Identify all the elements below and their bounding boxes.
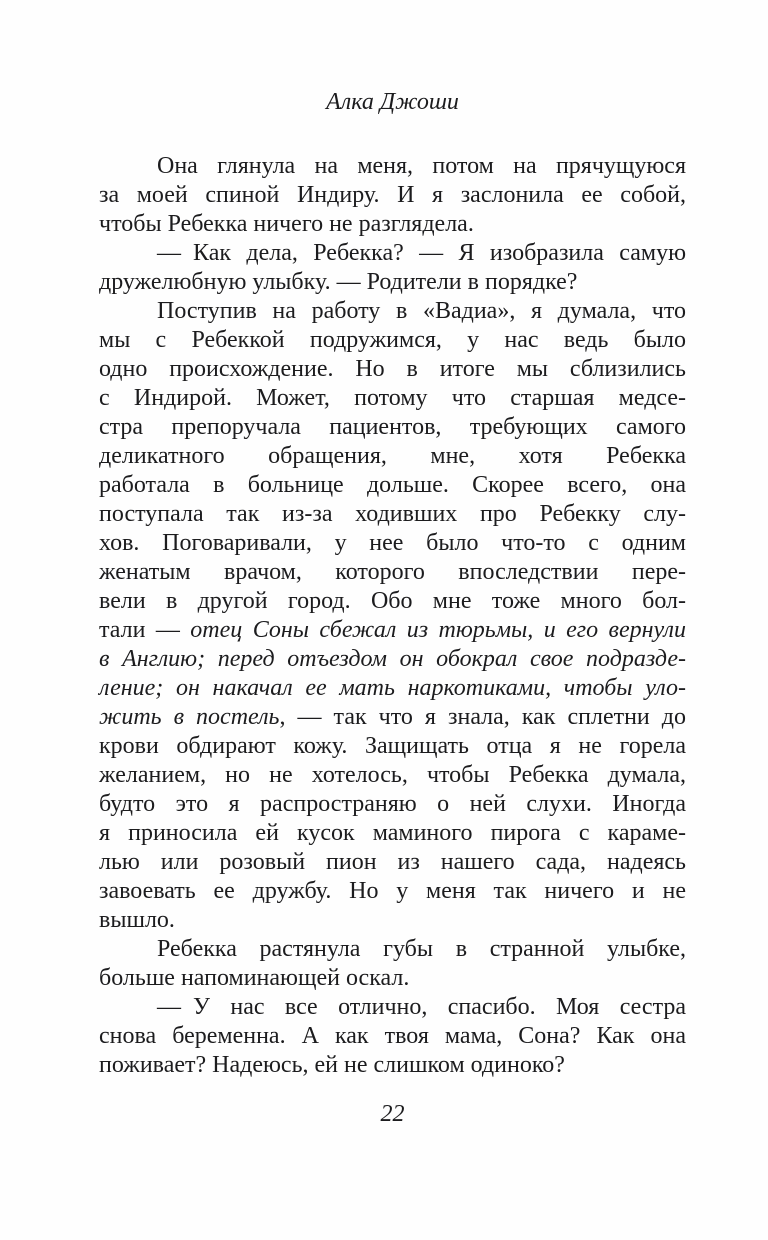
text-line (99, 819, 686, 848)
text-segment: лью или розовый пион из нашего сада, надеясь (99, 849, 686, 875)
text-line (99, 326, 686, 355)
text-segment: будто это я распространяю о ней слухи. Иногда (99, 791, 686, 817)
text-line (99, 703, 686, 732)
body-text (99, 152, 686, 1080)
text-segment: хов. Поговаривали, у нее было что-то с одним (99, 530, 686, 556)
paragraph (99, 993, 686, 1080)
text-line (99, 790, 686, 819)
text-segment: мы с Ребеккой подружимся, у нас ведь было (99, 327, 686, 353)
text-segment: , — так что я знала, как сплетни до (279, 704, 687, 730)
text-segment: дружелюбную улыбку. — Родители в порядке? (99, 269, 578, 295)
text-segment: вышло. (99, 907, 175, 933)
text-line (99, 210, 686, 239)
text-line (99, 558, 686, 587)
text-line (99, 1022, 686, 1051)
text-segment: с Индирой. Может, потому что старшая медсе- (99, 385, 686, 411)
text-line (99, 645, 686, 674)
italic-text-segment: ление; он накачал ее мать наркотиками, чтобы уло- (99, 675, 686, 701)
text-line (99, 500, 686, 529)
text-line (99, 877, 686, 906)
text-line (99, 732, 686, 761)
text-segment: женатым врачом, которого впоследствии пере- (99, 559, 686, 585)
text-segment: Она глянула на меня, потом на прячущуюся (157, 153, 686, 179)
running-header: Алка Джоши (326, 89, 459, 115)
text-line (99, 268, 686, 297)
text-segment: желанием, но не хотелось, чтобы Ребекка думала, (99, 762, 686, 788)
text-line (99, 993, 686, 1022)
text-line (99, 848, 686, 877)
paragraph (99, 935, 686, 993)
text-segment: поживает? Надеюсь, ей не слишком одиноко? (99, 1052, 565, 1078)
text-line (99, 587, 686, 616)
paragraph (99, 239, 686, 297)
text-line (99, 152, 686, 181)
text-segment: Поступив на работу в «Вадиа», я думала, что (157, 298, 686, 324)
text-segment: больше напоминающей оскал. (99, 965, 410, 991)
text-line (99, 529, 686, 558)
paragraph (99, 152, 686, 239)
italic-text-segment: жить в постель (99, 704, 280, 730)
text-line (99, 616, 686, 645)
text-segment: — У нас все отлично, спасибо. Моя сестра (157, 994, 686, 1020)
text-segment: одно происхождение. Но в итоге мы сблизились (99, 356, 686, 382)
page-number: 22 (380, 1101, 405, 1127)
text-segment: чтобы Ребекка ничего не разглядела. (99, 211, 474, 237)
text-segment: за моей спиной Индиру. И я заслонила ее собой, (99, 182, 686, 208)
text-line (99, 413, 686, 442)
text-segment: деликатного обращения, мне, хотя Ребекка (99, 443, 686, 469)
text-segment: вели в другой город. Обо мне тоже много бол- (99, 588, 686, 614)
text-line (99, 935, 686, 964)
text-segment: тали — (99, 617, 191, 643)
text-line (99, 239, 686, 268)
italic-text-segment: отец Соны сбежал из тюрьмы, и его вернули (190, 617, 687, 643)
text-line (99, 384, 686, 413)
text-line (99, 471, 686, 500)
text-segment: я приносила ей кусок маминого пирога с караме- (99, 820, 686, 846)
paragraph (99, 297, 686, 935)
text-line (99, 674, 686, 703)
text-segment: поступала так из-за ходивших про Ребекку слу- (99, 501, 686, 527)
text-line (99, 442, 686, 471)
text-line (99, 964, 686, 993)
text-segment: Ребекка растянула губы в странной улыбке, (157, 936, 686, 962)
text-segment: крови обдирают кожу. Защищать отца я не горела (99, 733, 686, 759)
text-segment: стра препоручала пациентов, требующих самого (99, 414, 686, 440)
text-line (99, 355, 686, 384)
text-line (99, 906, 686, 935)
text-line (99, 761, 686, 790)
text-segment: — Как дела, Ребекка? — Я изобразила самую (157, 240, 686, 266)
text-line (99, 297, 686, 326)
text-segment: снова беременна. А как твоя мама, Сона? Как она (99, 1023, 686, 1049)
italic-text-segment: в Англию; перед отъездом он обокрал свое подразде- (99, 646, 686, 672)
text-segment: завоевать ее дружбу. Но у меня так ничего и не (99, 878, 686, 904)
text-line (99, 1051, 686, 1080)
text-segment: работала в больнице дольше. Скорее всего, она (99, 472, 686, 498)
text-line (99, 181, 686, 210)
